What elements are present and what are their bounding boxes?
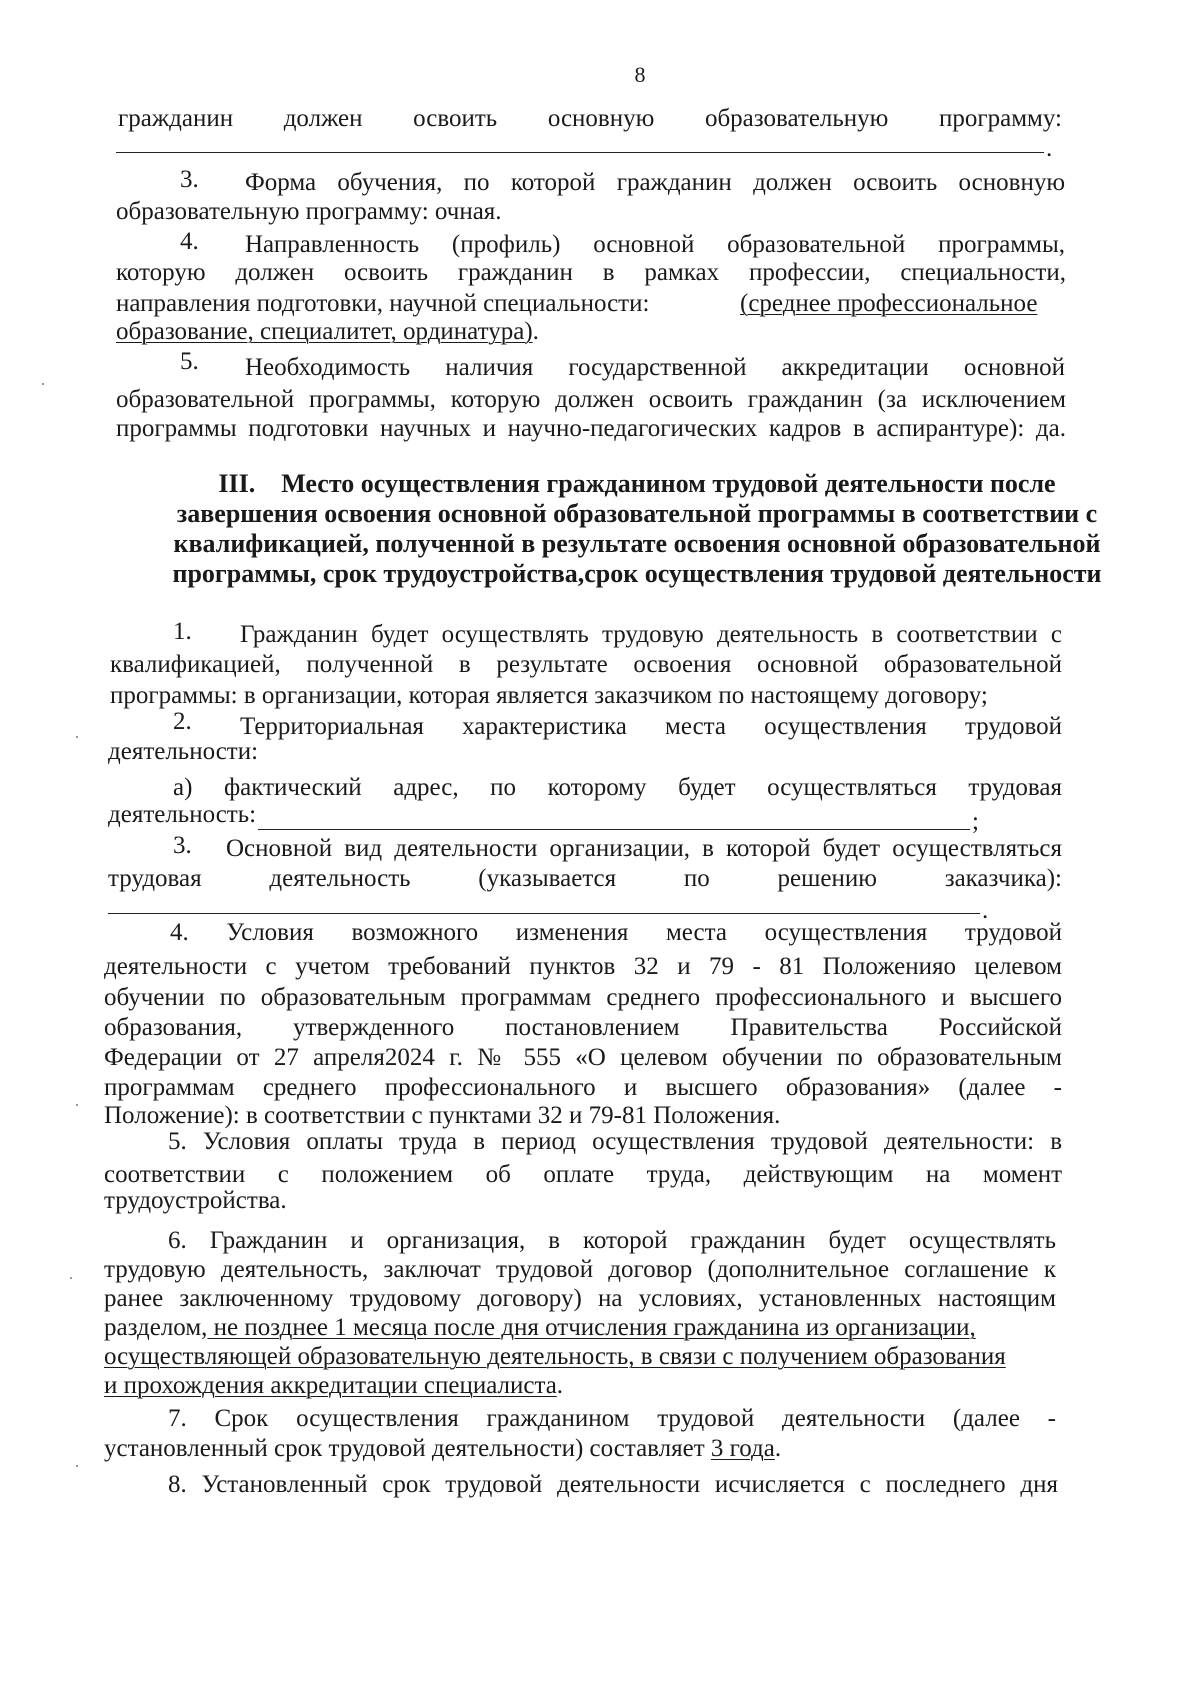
paragraph-line: а) фактический адрес, по которому будет осуществляться трудовая xyxy=(173,774,1062,801)
paragraph-line: программы подготовки научных и научно-педагогических кадров в аспирантуре): да. xyxy=(116,415,1066,442)
heading-line: завершения освоения основной образовательной программы в соответствии с xyxy=(176,499,1098,528)
paragraph-line: программы: в организации, которая является заказчиком по настоящему договору; xyxy=(110,682,988,709)
item-number: 2. xyxy=(173,708,192,735)
paragraph-line: трудовая деятельность (указывается по решению заказчика): xyxy=(108,865,1062,892)
item-number: 1. xyxy=(173,618,192,645)
paragraph-line: гражданин должен освоить основную образовательную программу: xyxy=(118,105,1062,132)
blank-fill-line xyxy=(258,829,970,830)
paragraph-line: 8. Установленный срок трудовой деятельности исчисляется с последнего дня xyxy=(168,1471,1058,1498)
paragraph-line: соответствии с положением об оплате труда, действующим на момент xyxy=(104,1161,1062,1188)
paragraph-line: образовательной программы, которую должен освоить гражданин (за исключением xyxy=(116,386,1066,413)
blank-fill-line xyxy=(116,152,1044,153)
paragraph-text: разделом, xyxy=(104,1314,208,1341)
paragraph-line: Форма обучения, по которой гражданин должен освоить основную xyxy=(245,169,1065,196)
underlined-text: и прохождения аккредитации специалиста xyxy=(104,1372,557,1399)
paragraph-line: 4. Условия возможного изменения места осуществления трудовой xyxy=(170,919,1062,946)
item-number: 3. xyxy=(180,166,199,193)
paragraph-line: Положение): в соответствии с пунктами 32 и 79-81 Положения. xyxy=(104,1102,781,1129)
punctuation: . xyxy=(532,318,539,345)
underlined-text: не позднее 1 месяца после дня отчисления гражданина из организации, xyxy=(207,1314,976,1341)
paragraph-line: Необходимость наличия государственной аккредитации основной xyxy=(245,354,1065,381)
paragraph-line: Основной вид деятельности организации, в которой будет осуществляться xyxy=(226,835,1062,862)
paragraph-line: трудоустройства. xyxy=(104,1187,287,1214)
scan-speck xyxy=(76,1104,78,1106)
paragraph-line: Территориальная характеристика места осуществления трудовой xyxy=(240,713,1062,740)
paragraph-text: установленный срок трудовой деятельности) составляет xyxy=(104,1435,711,1462)
paragraph-line: деятельности: xyxy=(108,738,259,765)
punctuation: . xyxy=(1046,135,1053,162)
punctuation: . xyxy=(556,1372,564,1399)
paragraph-line: 5. Условия оплаты труда в период осуществления трудовой деятельности: в xyxy=(168,1128,1062,1155)
blank-fill-line xyxy=(108,913,980,914)
underlined-text: 3 года xyxy=(710,1435,775,1462)
punctuation: . xyxy=(774,1435,782,1462)
paragraph-line: образования, утвержденного постановлением Правительства Российской xyxy=(104,1014,1062,1041)
paragraph-line: Федерации от 27 апреля2024 г. № 555 «О целевом обучении по образовательным xyxy=(104,1044,1062,1071)
page-number: 8 xyxy=(634,62,646,87)
item-number: 4. xyxy=(180,228,199,255)
paragraph-line: образовательную программу: очная. xyxy=(116,198,502,225)
paragraph-line: обучении по образовательным программам среднего профессионального и высшего xyxy=(104,984,1062,1011)
paragraph-line: программам среднего профессионального и высшего образования» (далее - xyxy=(104,1074,1062,1101)
paragraph-line: квалификацией, полученной в результате освоения основной образовательной xyxy=(110,651,1062,678)
underlined-text: образование, специалитет, ординатура) xyxy=(116,318,533,345)
item-number: 5. xyxy=(180,348,199,375)
paragraph-line: деятельность: xyxy=(108,801,257,828)
paragraph-line: Гражданин будет осуществлять трудовую деятельность в соответствии с xyxy=(240,621,1062,648)
paragraph-line: 7. Срок осуществления гражданином трудовой деятельности (далее - xyxy=(168,1405,1056,1432)
paragraph-line: деятельности с учетом требований пунктов 32 и 79 - 81 Положенияо целевом xyxy=(104,953,1062,980)
underlined-text: (среднее профессиональное xyxy=(740,290,1038,317)
paragraph-line: трудовую деятельность, заключат трудовой договор (дополнительное соглашение к xyxy=(104,1256,1056,1283)
paragraph-line: ранее заключенному трудовому договору) на условиях, установленных настоящим xyxy=(104,1285,1056,1312)
scan-speck xyxy=(76,736,78,738)
section-heading xyxy=(110,469,1164,589)
paragraph-line: направления подготовки, научной специальности: xyxy=(116,290,650,317)
scan-speck xyxy=(76,1465,78,1467)
item-number: 3. xyxy=(173,832,192,859)
punctuation: ; xyxy=(972,808,979,835)
heading-number: III. xyxy=(218,469,256,498)
underlined-text: осуществляющей образовательную деятельность, в связи с получением образования xyxy=(104,1343,1006,1370)
paragraph-line: 6. Гражданин и организация, в которой гражданин будет осуществлять xyxy=(168,1227,1056,1254)
heading-line: Место осуществления гражданином трудовой деятельности после xyxy=(281,469,1056,498)
heading-line: программы, срок трудоустройства,срок осуществления трудовой деятельности xyxy=(172,559,1102,588)
paragraph-line: Направленность (профиль) основной образовательной программы, xyxy=(245,231,1065,258)
scan-speck xyxy=(70,1277,72,1279)
punctuation: . xyxy=(982,897,989,924)
heading-line: квалификацией, полученной в результате освоения основной образовательной xyxy=(173,529,1101,558)
paragraph-line: которую должен освоить гражданин в рамках профессии, специальности, xyxy=(116,259,1066,286)
scan-speck xyxy=(42,383,44,385)
